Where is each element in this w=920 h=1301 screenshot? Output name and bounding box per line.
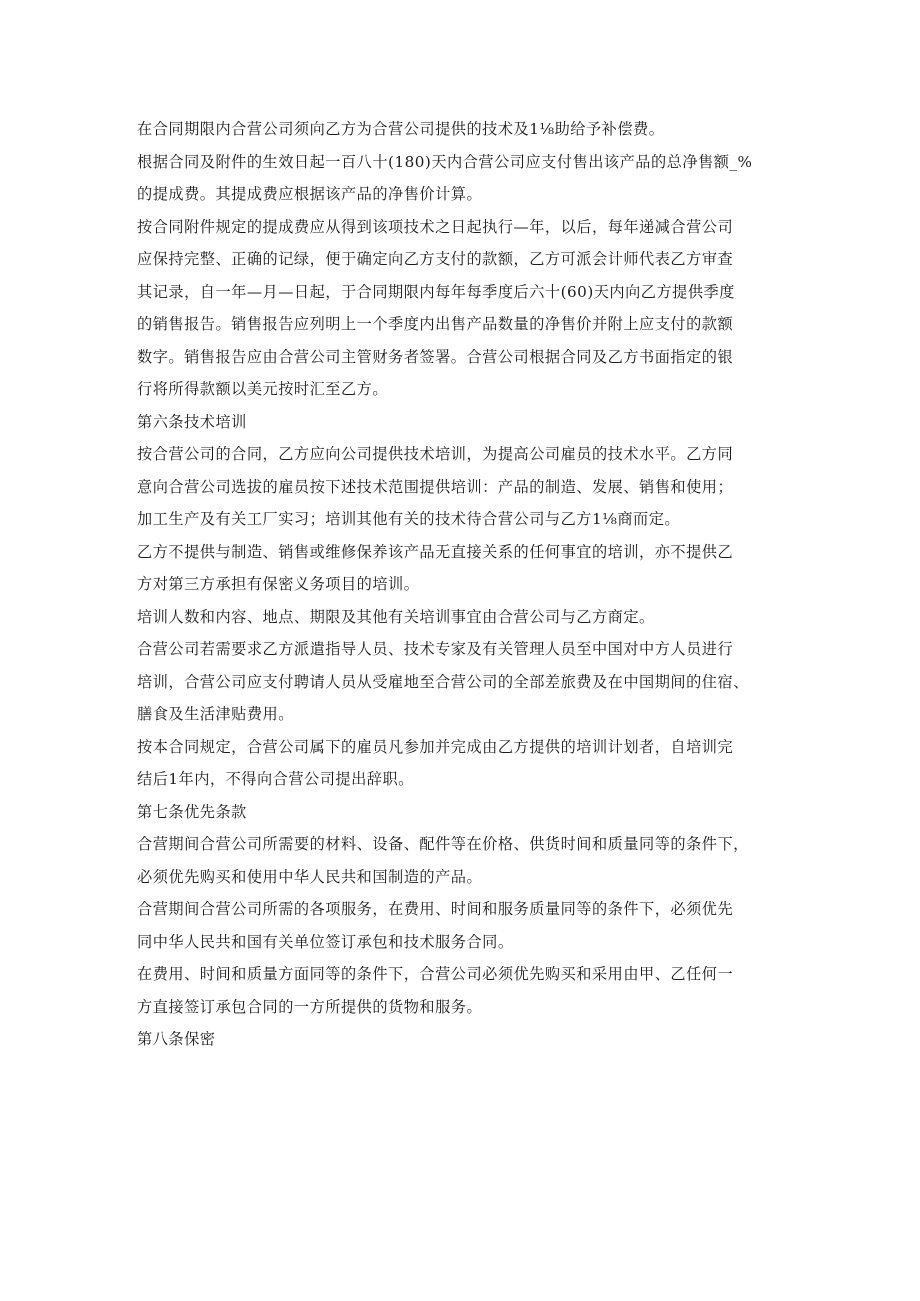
text-line: 培训，合营公司应支付聘请人员从受雇地至合营公司的全部差旅费及在中国期间的住宿、 xyxy=(137,672,749,691)
text-line: 意向合营公司选拔的雇员按下述技术范围提供培训：产品的制造、发展、销售和使用； xyxy=(137,477,734,496)
text-line: 按合同附件规定的提成费应从得到该项技术之日起执行—年，以后，每年递减合营公司 xyxy=(137,217,734,236)
text-line: 合营公司若需要求乙方派遣指导人员、技术专家及有关管理人员至中国对中方人员进行 xyxy=(137,640,734,658)
text-line: 按合营公司的合同，乙方应向公司提供技术培训，为提高公司雇员的技术水平。乙方同 xyxy=(137,445,734,463)
text-line: 数字。销售报告应由合营公司主管财务者签署。合营公司根据合同及乙方书面指定的银 xyxy=(137,347,734,366)
section-heading: 第八条保密 xyxy=(137,1030,216,1048)
text-line: 的提成费。其提成费应根据该产品的净售价计算。 xyxy=(137,185,483,203)
text-line: 其记录，自一年—月—日起，于合同期限内每年每季度后六十(60)天内向乙方提供季度 xyxy=(137,282,735,301)
text-line: 加工生产及有关工厂实习；培训其他有关的技术待合营公司与乙方1⅛商而定。 xyxy=(137,510,681,528)
text-line: 按本合同规定，合营公司属下的雇员凡参加并完成由乙方提供的培训计划者，自培训完 xyxy=(137,737,734,756)
text-line: 必须优先购买和使用中华人民共和国制造的产品。 xyxy=(137,867,483,886)
text-line: 的销售报告。销售报告应列明上一个季度内出售产品数量的净售价并附上应支付的款额 xyxy=(137,315,734,333)
section-heading: 第七条优先条款 xyxy=(137,802,247,821)
text-line: 培训人数和内容、地点、期限及其他有关培训事宜由合营公司与乙方商定。 xyxy=(137,607,655,626)
text-line: 合营期间合营公司所需要的材料、设备、配件等在价格、供货时间和质量同等的条件下， xyxy=(137,835,749,853)
document-body xyxy=(137,113,787,1056)
text-line: 方对第三方承担有保密义务项目的培训。 xyxy=(137,575,420,593)
text-line: 应保持完整、正确的记绿，便于确定向乙方支付的款额，乙方可派会计师代表乙方审查 xyxy=(137,250,734,268)
text-line: 行将所得款额以美元按时汇至乙方。 xyxy=(137,380,388,398)
text-line: 根据合同及附件的生效日起一百八十(180)天内合营公司应支付售出该产品的总净售额_% xyxy=(137,152,753,171)
text-line: 乙方不提供与制造、销售或维修保养该产品无直接关系的任何事宜的培训，亦不提供乙 xyxy=(137,542,734,561)
text-line: 合营期间合营公司所需的各项服务，在费用、时间和服务质量同等的条件下，必须优先 xyxy=(137,900,734,918)
text-line: 结后1年内，不得向合营公司提出辞职。 xyxy=(137,770,414,788)
section-heading: 第六条技术培训 xyxy=(137,412,247,431)
text-line: 同中华人民共和国有关单位签订承包和技术服务合同。 xyxy=(137,932,514,951)
text-line: 膳食及生活津贴费用。 xyxy=(137,705,294,723)
text-line: 在费用、时间和质量方面同等的条件下，合营公司必须优先购买和采用由甲、乙任何一 xyxy=(137,965,734,983)
text-line: 在合同期限内合营公司须向乙方为合营公司提供的技术及1⅛助给予补偿费。 xyxy=(137,120,665,138)
text-line: 方直接签订承包合同的一方所提供的货物和服务。 xyxy=(137,997,483,1016)
